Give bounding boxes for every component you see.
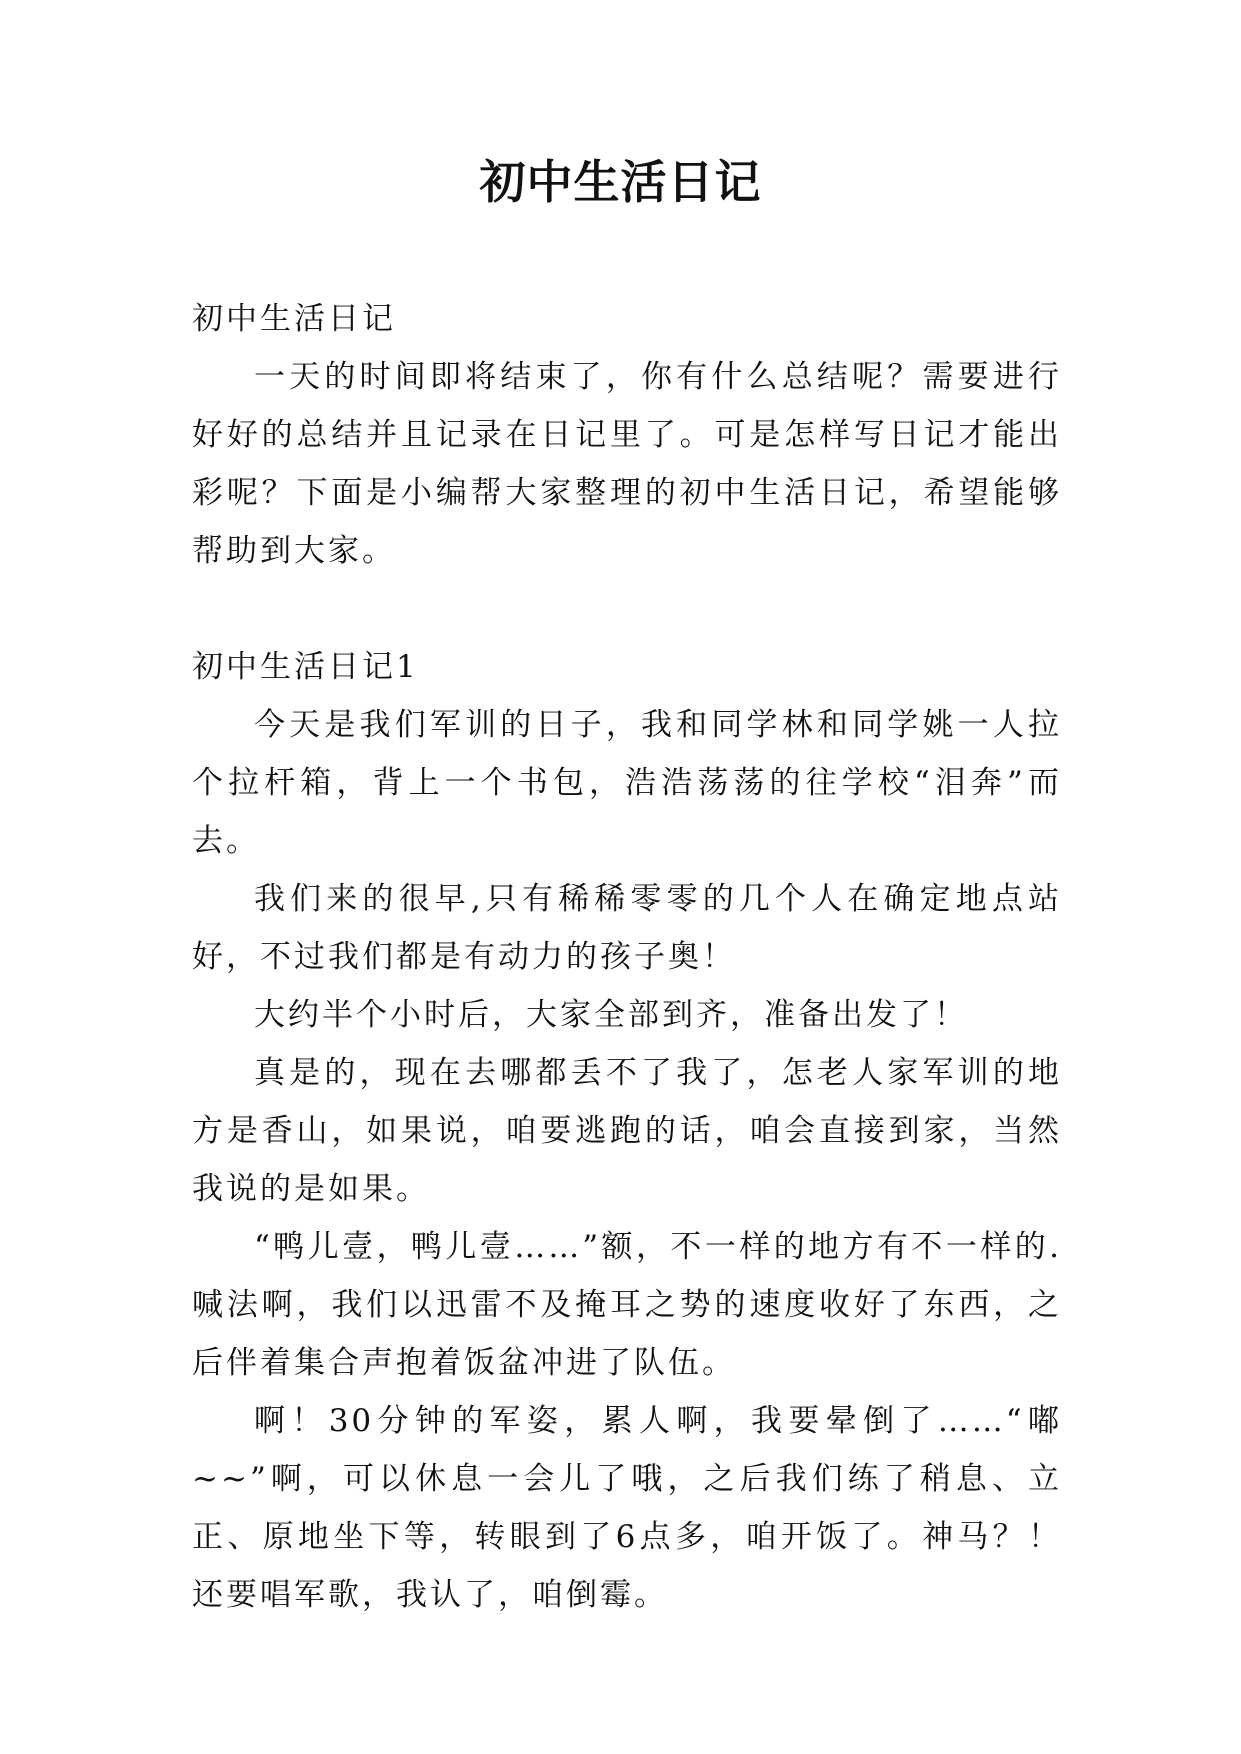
section-spacer [192, 580, 1062, 638]
body-paragraph: 真是的，现在去哪都丢不了我了，怎老人家军训的地方是香山，如果说，咱要逃跑的话，咱会直接到家，当然我说的是如果。 [192, 1055, 1062, 1207]
intro-paragraph: 一天的时间即将结束了，你有什么总结呢？需要进行好好的总结并且记录在日记里了。可是怎样写日记才能出彩呢？下面是小编帮大家整理的初中生活日记，希望能够帮助到大家。 [192, 359, 1062, 569]
document-title: 初中生活日记 [479, 155, 762, 209]
body-paragraph: 啊！30分钟的军姿，累人啊，我要晕倒了……“嘟~~”啊，可以休息一会儿了哦，之后我们练了稍息、立正、原地坐下等，转眼到了6点多，咱开饭了。神马？！还要唱军歌，我认了，咱倒霉。 [192, 1403, 1062, 1613]
document-body [192, 290, 1062, 1624]
body-paragraph: 我们来的很早,只有稀稀零零的几个人在确定地点站好，不过我们都是有动力的孩子奥！ [192, 881, 1062, 975]
intro-heading: 初中生活日记 [192, 301, 396, 337]
body-paragraph: “鸭儿壹，鸭儿壹……”额，不一样的地方有不一样的.喊法啊，我们以迅雷不及掩耳之势的速度收好了东西，之后伴着集合声抱着饭盆冲进了队伍。 [192, 1229, 1062, 1381]
body-paragraph: 今天是我们军训的日子，我和同学林和同学姚一人拉个拉杆箱，背上一个书包，浩浩荡荡的往学校“泪奔”而去。 [192, 707, 1062, 859]
section-heading: 初中生活日记1 [192, 649, 419, 685]
body-paragraph: 大约半个小时后，大家全部到齐，准备出发了！ [254, 997, 968, 1033]
